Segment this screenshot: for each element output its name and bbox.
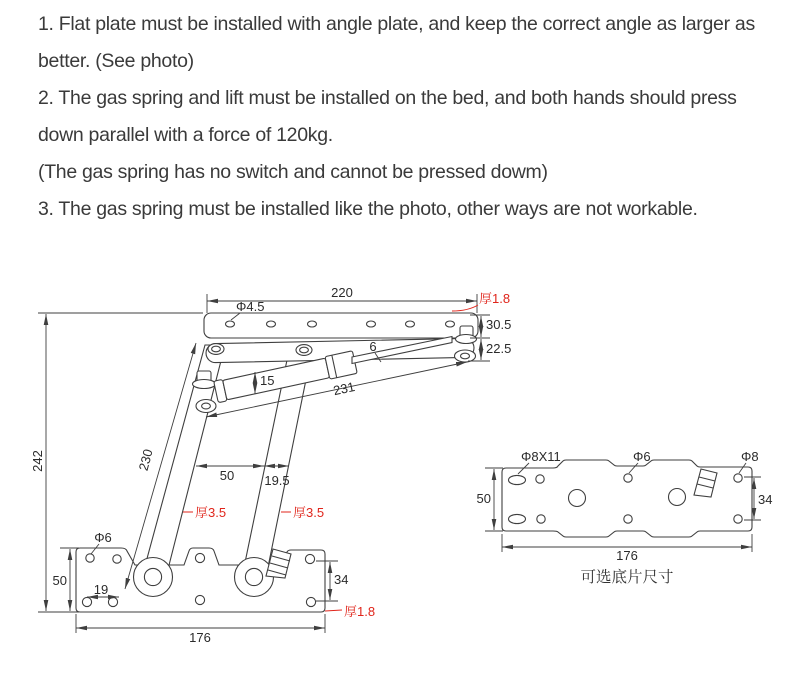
dim-side-width: 176 [616, 548, 638, 563]
dim-top-thickness: 厚1.8 [479, 291, 511, 306]
dim-plate-height: 30.5 [486, 317, 512, 332]
note-line: down parallel with a force of 120kg. [38, 124, 333, 146]
dim-spring-length: 231 [331, 379, 357, 399]
dim-arm-thickness-right: 厚3.5 [293, 505, 325, 520]
dim-base-width: 176 [189, 630, 211, 645]
dim-base-hole-spacing: 19 [93, 582, 109, 597]
dim-arm-width: 19.5 [264, 473, 290, 488]
dim-top-width: 220 [331, 285, 353, 300]
dim-slot-hole: Φ8X11 [521, 449, 561, 464]
optional-base-plate-drawing [477, 449, 773, 586]
note-line: 3. The gas spring must be installed like the photo, other ways are not workable. [38, 198, 698, 220]
dim-overall-height: 242 [30, 450, 45, 472]
dim-arm-length: 230 [135, 447, 156, 473]
dim-side-height: 50 [476, 491, 491, 506]
dim-cylinder-dia: 15 [260, 373, 275, 388]
side-drawing-caption: 可选底片尺寸 [580, 569, 674, 586]
top-plate [204, 313, 478, 338]
dim-arm-gap: 50 [219, 468, 235, 483]
note-line: 1. Flat plate must be installed with angle plate, and keep the correct angle as larger as [38, 13, 755, 35]
main-lift-drawing [30, 285, 511, 645]
dim-mid-hole: Φ6 [633, 449, 651, 464]
dim-base-height: 50 [52, 573, 67, 588]
note-line: better. (See photo) [38, 50, 194, 72]
dim-base-hole: Φ6 [94, 530, 112, 545]
note-line: (The gas spring has no switch and cannot be pressed dowm) [38, 161, 548, 183]
dim-arm-thickness-left: 厚3.5 [195, 505, 227, 520]
side-plate [502, 460, 752, 537]
dim-end-hole: Φ8 [741, 449, 759, 464]
dim-side-right-spacing: 34 [758, 492, 773, 507]
dim-bracket-height: 22.5 [486, 341, 512, 356]
dim-base-thickness: 厚1.8 [344, 604, 376, 619]
dim-base-right-spacing: 34 [334, 572, 349, 587]
note-line: 2. The gas spring and lift must be installed on the bed, and both hands should press [38, 87, 737, 109]
dim-top-hole: Φ4.5 [236, 299, 265, 314]
dim-rod-dia: 6 [369, 339, 377, 354]
